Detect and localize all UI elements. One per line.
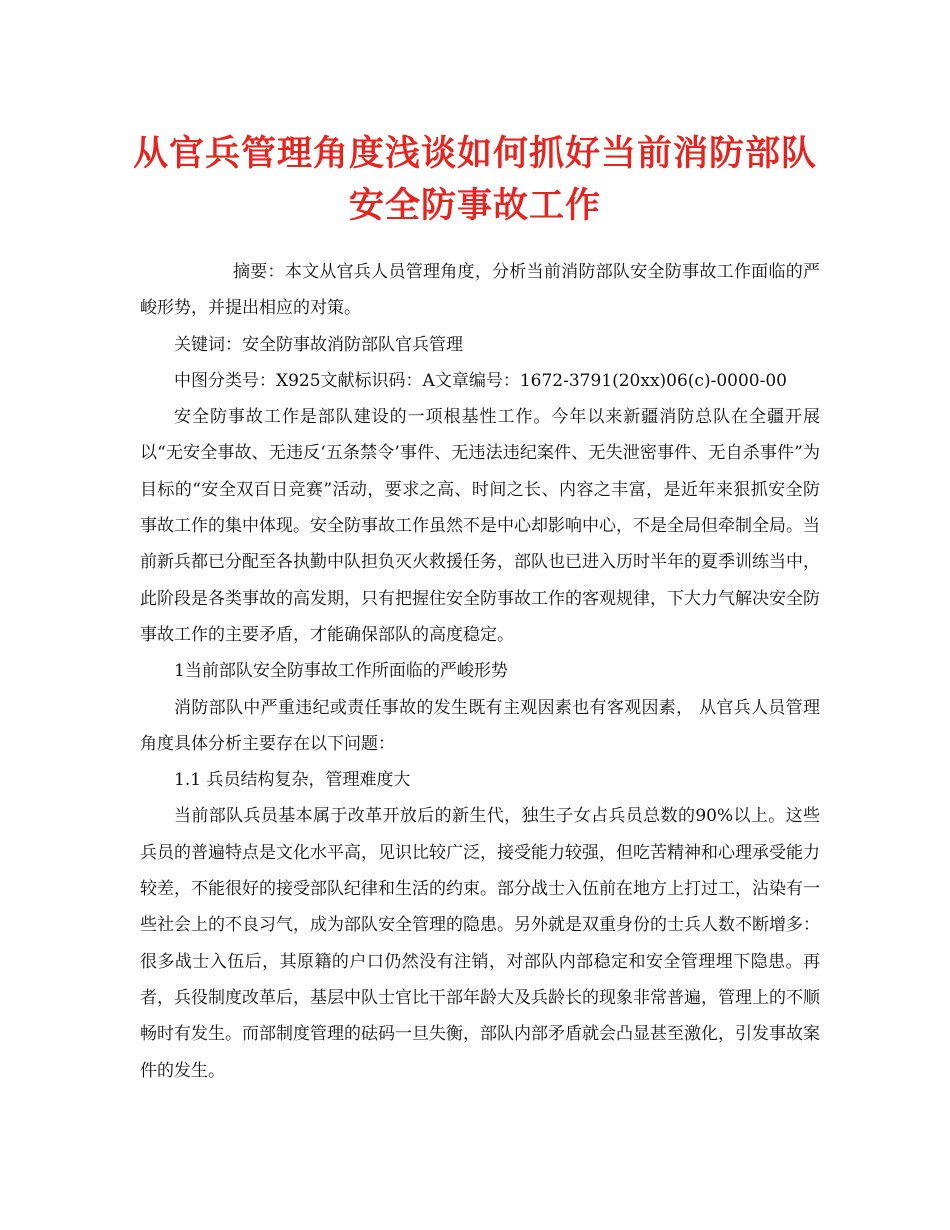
keywords-line: 关键词：安全防事故消防部队官兵管理: [174, 334, 463, 355]
intro-paragraph: 安全防事故工作是部队建设的一项根基性工作。今年以来新疆消防总队在全疆开展以“无安全事故、无违反‘五条禁令’事件、无违法违纪案件、无失泄密事件、无自杀事件”为目标的“安全双百日竞赛”活动，要求之高、时间之长、内容之丰富，是近年来狠抓安全防事故工作的集中体现。安全防事故工作虽然不是中心却影响中心，不是全局但牵制全局。当前新兵都已分配至各执勤中队担负灭火救援任务，部队也已进入历时半年的夏季训练当中，此阶段是各类事故的高发期，只有把握住安全防事故工作的客观规律，下大力气解决安全防事故工作的主要矛盾，才能确保部队的高度稳定。: [140, 407, 820, 645]
subsection-heading-1-1: 1.1 兵员结构复杂，管理难度大: [174, 770, 411, 791]
document-body: [140, 254, 820, 1089]
abstract-paragraph: 摘要：本文从官兵人员管理角度，分析当前消防部队安全防事故工作面临的严峻形势，并提出相应的对策。: [140, 262, 820, 319]
section-heading-1: 1当前部队安全防事故工作所面临的严峻形势: [174, 661, 508, 682]
classification-line: 中图分类号：X925文献标识码：A文章编号：1672-3791(20xx)06(c)-0000-00: [174, 370, 787, 391]
subsection-1-1-paragraph: 当前部队兵员基本属于改革开放后的新生代，独生子女占兵员总数的90%以上。这些兵员的普遍特点是文化水平高，见识比较广泛，接受能力较强，但吃苦精神和心理承受能力较差，不能很好的接受部队纪律和生活的约束。部分战士入伍前在地方上打过工，沾染有一些社会上的不良习气，成为部队安全管理的隐患。另外就是双重身份的士兵人数不断增多：很多战士入伍后，其原籍的户口仍然没有注销，对部队内部稳定和安全管理埋下隐患。再者，兵役制度改革后，基层中队士官比干部年龄大及兵龄长的现象非常普遍，管理上的不顺畅时有发生。而部制度管理的砝码一旦失衡，部队内部矛盾就会凸显甚至激化，引发事故案件的发生。: [140, 806, 820, 1081]
section-1-paragraph: 消防部队中严重违纪或责任事故的发生既有主观因素也有客观因素， 从官兵人员管理角度具体分析主要存在以下问题：: [140, 697, 820, 754]
title-line-2: 安全防事故工作: [348, 185, 601, 226]
title-line-1: 从官兵管理角度浅谈如何抓好当前消防部队: [132, 133, 817, 174]
document-title: [60, 128, 890, 232]
